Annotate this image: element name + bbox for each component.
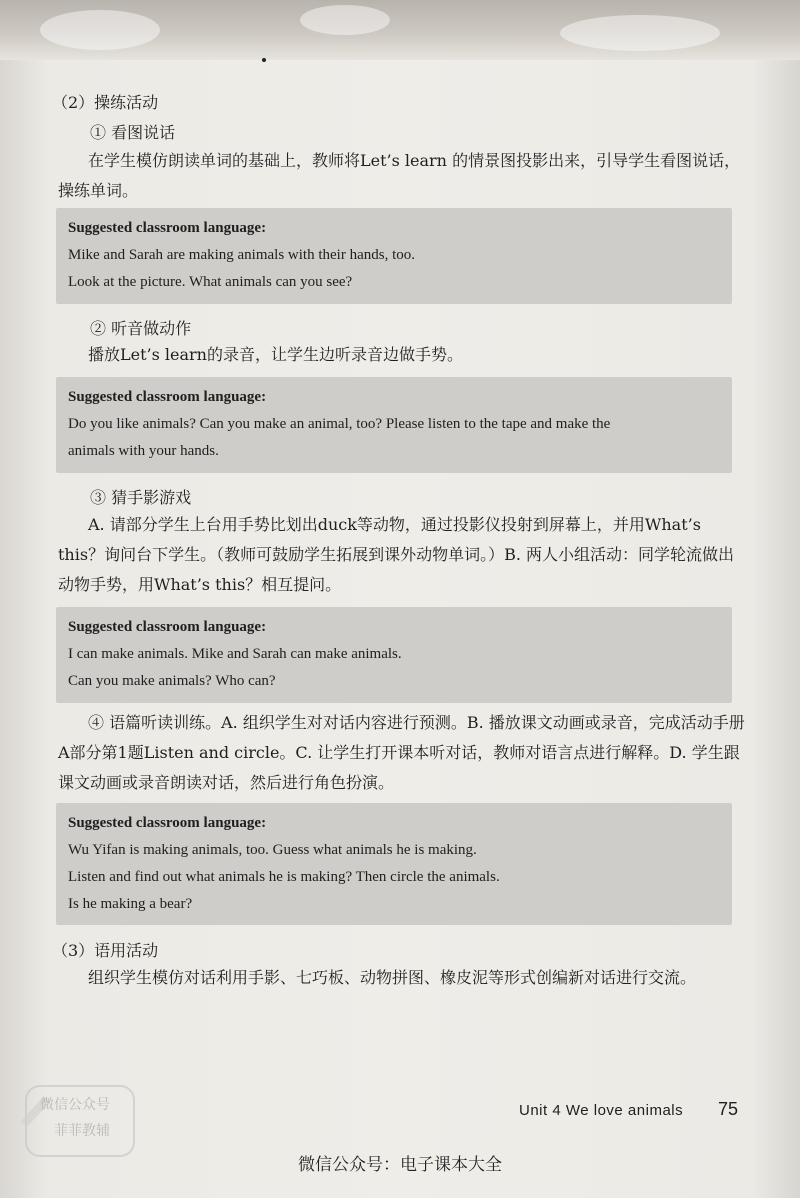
box-line: Wu Yifan is making animals, too. Guess what animals he is making.	[68, 842, 477, 858]
decorative-banner	[0, 0, 800, 60]
suggested-language-box-3	[56, 607, 732, 703]
step2-title: ② 听音做动作	[90, 319, 192, 338]
box-line: Do you like animals? Can you make an animal, too? Please listen to the tape and make the	[68, 416, 611, 432]
suggested-language-box-1	[56, 208, 732, 304]
box-line: animals with your hands.	[68, 443, 219, 459]
box-title: Suggested classroom language:	[68, 389, 267, 405]
box-line: Listen and find out what animals he is making? Then circle the animals.	[68, 869, 500, 885]
step1-title: ① 看图说话	[90, 123, 176, 142]
unit-label: Unit 4 We love animals	[519, 1102, 684, 1119]
step1-text: 在学生模仿朗读单词的基础上，教师将Let’s learn 的情景图投影出来，引导学生看图说话，操练单词。	[58, 151, 741, 200]
bullet-dot	[262, 58, 266, 62]
step4-text: ④ 语篇听读训练。A. 组织学生对对话内容进行预测。B. 播放课文动画或录音，完成活动手册A部分第1题Listen and circle。C. 让学生打开课本听对话，教师对语言点进行解释。D. 学生跟课文动画或录音朗读对话，然后进行角色扮演。	[58, 713, 745, 792]
usage-heading: （3）语用活动	[52, 941, 159, 960]
watermark-line-2: 菲菲教辅	[54, 1123, 110, 1139]
suggested-language-box-2	[56, 377, 732, 473]
usage-text: 组织学生模仿对话利用手影、七巧板、动物拼图、橡皮泥等形式创编新对话进行交流。	[88, 968, 697, 987]
watermark-line-1: 微信公众号	[40, 1097, 110, 1113]
step2-text: 播放Let’s learn的录音，让学生边听录音边做手势。	[88, 345, 463, 364]
box-line: Mike and Sarah are making animals with their hands, too.	[68, 247, 415, 263]
box-line: Look at the picture. What animals can you see?	[68, 274, 353, 290]
box-title: Suggested classroom language:	[68, 220, 267, 236]
source-note: 微信公众号：电子课本大全	[298, 1155, 502, 1175]
suggested-language-box-4	[56, 803, 732, 925]
box-line: I can make animals. Mike and Sarah can make animals.	[68, 646, 402, 662]
step3-text: A. 请部分学生上台用手势比划出duck等动物，通过投影仪投射到屏幕上，并用What’s this？询问台下学生。（教师可鼓励学生拓展到课外动物单词。）B. 两人小组活动：同学轮流做出动物手势，用What’s this？相互提问。	[58, 515, 734, 594]
box-line: Can you make animals? Who can?	[68, 673, 276, 689]
box-title: Suggested classroom language:	[68, 815, 267, 831]
practice-heading: （2）操练活动	[52, 93, 159, 112]
step3-title: ③ 猜手影游戏	[90, 488, 192, 507]
box-title: Suggested classroom language:	[68, 619, 267, 635]
box-line: Is he making a bear?	[68, 896, 193, 912]
page-number: 75	[718, 1099, 739, 1119]
